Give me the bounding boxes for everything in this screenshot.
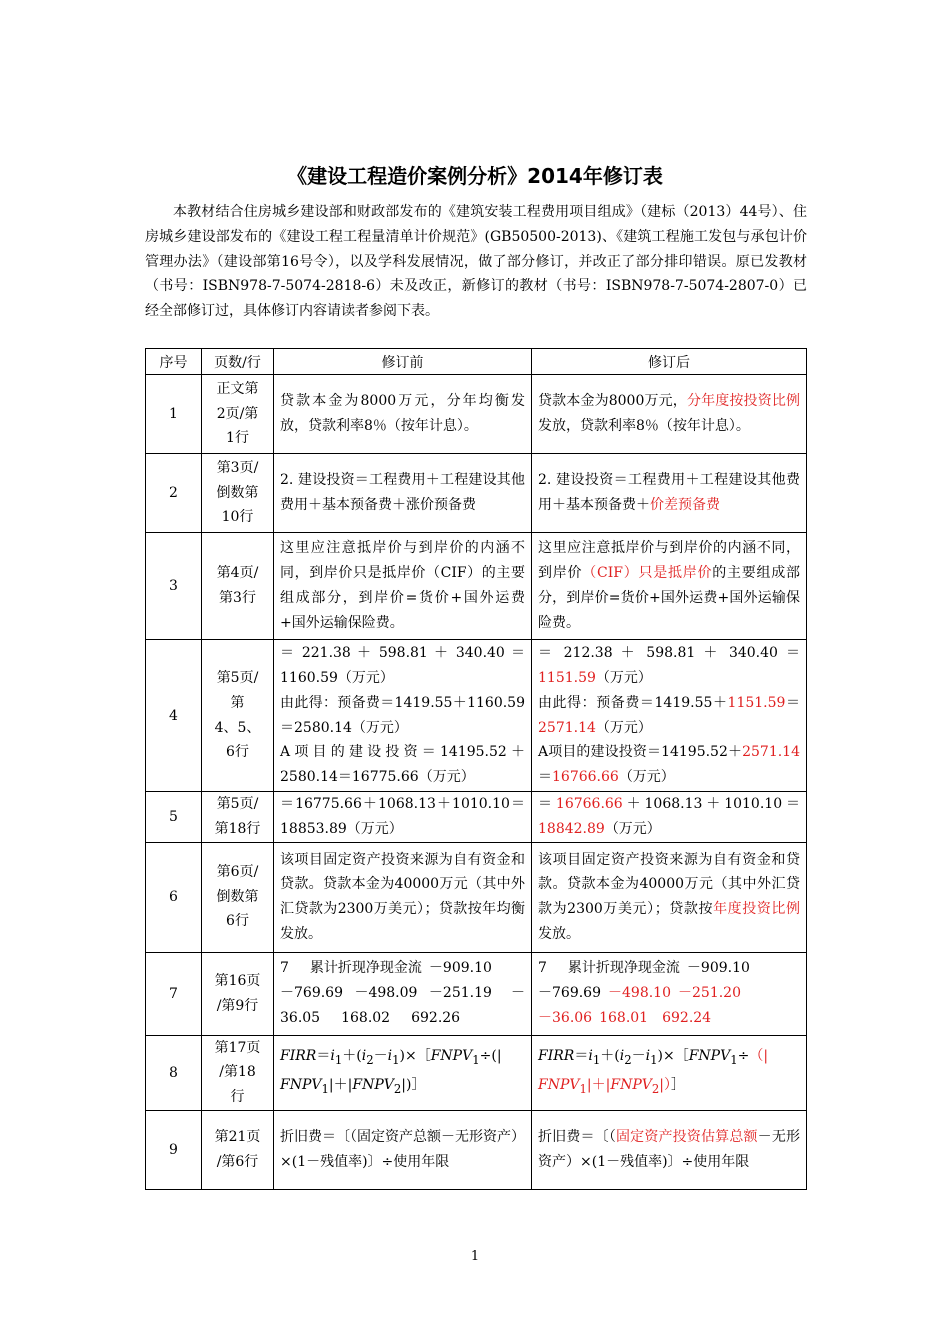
row-before: $FIRR=i_1+(i_2-i_1)\times[FNPV_1\div(|$ $FNPV_1|+|FNPV_2|)]$ <box>274 1035 532 1110</box>
row-location: 第5页/ 第18行 <box>202 792 274 843</box>
row-location: 第4页/ 第3行 <box>202 533 274 640</box>
row-before: 7 累计折现净现金流 －909.10 －769.69 －498.09 －251.19 － 36.05 168.02 692.26 <box>274 952 532 1035</box>
row-before: 贷款本金为8000万元，分年均衡发放，贷款利率8％（按年计息）。 <box>274 375 532 454</box>
table-row <box>146 533 807 640</box>
row-before: 这里应注意抵岸价与到岸价的内涵不同，到岸价只是抵岸价（CIF）的主要组成部分，到岸价=货价+国外运费+国外运输保险费。 <box>274 533 532 640</box>
row-location: 第6页/ 倒数第 6行 <box>202 842 274 952</box>
header-location: 页数/行 <box>202 349 274 375</box>
row-location: 第17页 /第18 行 <box>202 1035 274 1110</box>
row-after: 贷款本金为8000万元，分年度按投资比例发放，贷款利率8％（按年计息）。 <box>532 375 807 454</box>
row-before: 该项目固定资产投资来源为自有资金和贷款。贷款本金为40000万元（其中外汇贷款为2300万美元）；贷款按年均衡发放。 <box>274 842 532 952</box>
table-row <box>146 792 807 843</box>
row-number: 8 <box>146 1035 202 1110</box>
table-row <box>146 640 807 792</box>
row-location: 第5页/ 第 4、5、 6行 <box>202 640 274 792</box>
row-number: 1 <box>146 375 202 454</box>
page-number: 1 <box>470 1249 480 1264</box>
table-row <box>146 952 807 1035</box>
page-title: 《建设工程造价案例分析》2014年修订表 <box>287 164 663 188</box>
row-location: 正文第 2页/第 1行 <box>202 375 274 454</box>
table-row <box>146 375 807 454</box>
row-before: ＝ 221.38 ＋ 598.81 ＋ 340.40 ＝1160.59（万元） 由此得：预备费＝1419.55＋1160.59＝2580.14（万元） A项目的建设投资＝14195.52＋2580.14＝16775.66（万元） <box>274 640 532 792</box>
revision-table <box>145 348 807 1190</box>
row-number: 2 <box>146 454 202 533</box>
row-number: 6 <box>146 842 202 952</box>
row-after: 2. 建设投资＝工程费用＋工程建设其他费用＋基本预备费＋价差预备费 <box>532 454 807 533</box>
row-before: 折旧费＝〔（固定资产总额－无形资产）×(1－残值率)〕÷使用年限 <box>274 1110 532 1189</box>
row-location: 第3页/ 倒数第 10行 <box>202 454 274 533</box>
row-after: 这里应注意抵岸价与到岸价的内涵不同，到岸价（CIF）只是抵岸价的主要组成部分，到岸价=货价+国外运费+国外运输保险费。 <box>532 533 807 640</box>
header-no: 序号 <box>146 349 202 375</box>
row-after: ＝ 212.38 ＋ 598.81 ＋ 340.40 ＝1151.59（万元） 由此得：预备费＝1419.55＋1151.59＝2571.14（万元） A项目的建设投资＝14195.52＋2571.14＝16766.66（万元） <box>532 640 807 792</box>
row-number: 9 <box>146 1110 202 1189</box>
row-before: 2. 建设投资＝工程费用＋工程建设其他费用＋基本预备费＋涨价预备费 <box>274 454 532 533</box>
row-after: 折旧费＝〔（固定资产投资估算总额－无形资产）×(1－残值率)〕÷使用年限 <box>532 1110 807 1189</box>
row-number: 5 <box>146 792 202 843</box>
header-before: 修订前 <box>274 349 532 375</box>
intro-paragraph: 本教材结合住房城乡建设部和财政部发布的《建筑安装工程费用项目组成》（建标（2013）44号）、住房城乡建设部发布的《建设工程工程量清单计价规范》(GB50500-2013)、《建筑工程施工发包与承包计价管理办法》（建设部第16号令），以及学科发展情况，做了部分修订，并改正了部分排印错误。原已发教材（书号：ISBN978-7-5074-2818-6）未及改正，新修订的教材（书号：ISBN978-7-5074-2807-0）已经全部修订过，具体修订内容请读者参阅下表。 <box>145 204 807 320</box>
row-after: 7 累计折现净现金流 －909.10 －769.69 －498.10 －251.20 －36.06 168.01 692.24 <box>532 952 807 1035</box>
table-row <box>146 1110 807 1189</box>
row-number: 3 <box>146 533 202 640</box>
table-header-row <box>146 349 807 375</box>
row-number: 7 <box>146 952 202 1035</box>
table-row <box>146 842 807 952</box>
header-after: 修订后 <box>532 349 807 375</box>
row-after: $FIRR=i_1+(i_2-i_1)\times[FNPV_1\div(|$ $FNPV_1|+|FNPV_2|)]$ <box>532 1035 807 1110</box>
row-before: ＝16775.66＋1068.13＋1010.10＝18853.89（万元） <box>274 792 532 843</box>
row-number: 4 <box>146 640 202 792</box>
table-row <box>146 454 807 533</box>
row-after: ＝16766.66＋1068.13＋1010.10＝18842.89（万元） <box>532 792 807 843</box>
row-after: 该项目固定资产投资来源为自有资金和贷款。贷款本金为40000万元（其中外汇贷款为2300万美元）；贷款按年度投资比例发放。 <box>532 842 807 952</box>
table-row <box>146 1035 807 1110</box>
row-location: 第21页 /第6行 <box>202 1110 274 1189</box>
row-location: 第16页 /第9行 <box>202 952 274 1035</box>
